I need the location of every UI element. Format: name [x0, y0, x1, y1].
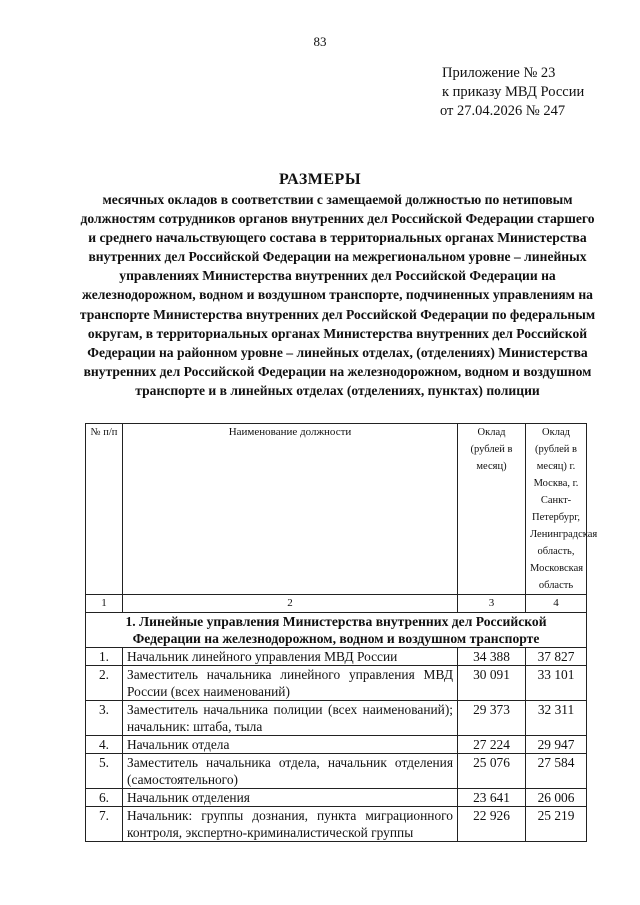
row-position-name: Начальник отдела — [123, 736, 458, 754]
row-num: 2. — [86, 666, 123, 701]
table-row — [86, 754, 587, 789]
row-salary: 27 224 — [458, 736, 526, 754]
header-salary: Оклад (рублей в месяц) — [458, 424, 526, 595]
row-num: 4. — [86, 736, 123, 754]
table-row — [86, 648, 587, 666]
row-salary-moscow: 29 947 — [526, 736, 587, 754]
table-row — [86, 736, 587, 754]
table-row — [86, 789, 587, 807]
row-salary-moscow: 33 101 — [526, 666, 587, 701]
row-num: 3. — [86, 701, 123, 736]
column-number: 2 — [123, 595, 458, 613]
header-position-name: Наименование должности — [123, 424, 458, 595]
row-position-name: Заместитель начальника полиции (всех наименований); начальник: штаба, тыла — [123, 701, 458, 736]
row-salary-moscow: 25 219 — [526, 807, 587, 842]
column-number: 1 — [86, 595, 123, 613]
page-number: 83 — [313, 34, 327, 49]
appendix-title: Приложение № 23 — [442, 65, 556, 81]
row-salary-moscow: 26 006 — [526, 789, 587, 807]
row-salary-moscow: 32 311 — [526, 701, 587, 736]
row-salary: 22 926 — [458, 807, 526, 842]
column-number-row — [86, 595, 587, 613]
document-subtitle: месячных окладов в соответствии с замещаемой должностью по нетиповым должностям сотрудников органов внутренних дел Российской Федерации старшего и среднего начальствующего состава в территориальных органах Министерства внутренних дел Российской Федерации на межрегиональном уровне – линейных управлениях Министерства внутренних дел Российской Федерации на железнодорожном, водном и воздушном транспорте, подчиненных управлениям на транспорте Министерства внутренних дел Российской Федерации по федеральным округам, в территориальных органах Министерства внутренних дел Российской Федерации на районном уровне – линейных отделах, (отделениях) Министерства внутренних дел Российской Федерации на железнодорожном, водном и воздушном транспорте и в линейных отделах (отделениях, пунктах) полиции — [79, 192, 596, 398]
row-position-name: Заместитель начальника отдела, начальник отделения (самостоятельного) — [123, 754, 458, 789]
appendix-order-date: от 27.04.2026 № 247 — [440, 103, 566, 119]
table-row — [86, 807, 587, 842]
row-position-name: Начальник: группы дознания, пункта миграционного контроля, экспертно-криминалистической группы — [123, 807, 458, 842]
appendix-block — [442, 64, 584, 121]
section-row — [86, 613, 587, 648]
header-salary-moscow: Оклад (рублей в месяц) г. Москва, г. Санкт-Петербург, Ленинградская область, Московская область — [526, 424, 587, 595]
column-number: 3 — [458, 595, 526, 613]
row-position-name: Заместитель начальника линейного управления МВД России (всех наименований) — [123, 666, 458, 701]
document-title: РАЗМЕРЫ — [278, 171, 362, 188]
row-num: 5. — [86, 754, 123, 789]
row-num: 6. — [86, 789, 123, 807]
table-row — [86, 666, 587, 701]
section-title: 1. Линейные управления Министерства внутренних дел Российской Федерации на железнодорожном, водном и воздушном транспорте — [86, 613, 587, 648]
row-position-name: Начальник линейного управления МВД России — [123, 648, 458, 666]
row-position-name: Начальник отделения — [123, 789, 458, 807]
row-num: 7. — [86, 807, 123, 842]
row-salary: 34 388 — [458, 648, 526, 666]
row-salary: 25 076 — [458, 754, 526, 789]
row-salary: 29 373 — [458, 701, 526, 736]
table-header-row — [86, 424, 587, 595]
row-salary-moscow: 37 827 — [526, 648, 587, 666]
salary-table — [85, 423, 598, 842]
row-num: 1. — [86, 648, 123, 666]
header-num: № п/п — [86, 424, 123, 595]
row-salary: 30 091 — [458, 666, 526, 701]
appendix-order-ref: к приказу МВД России — [442, 84, 585, 100]
row-salary-moscow: 27 584 — [526, 754, 587, 789]
table-row — [86, 701, 587, 736]
column-number: 4 — [526, 595, 587, 613]
row-salary: 23 641 — [458, 789, 526, 807]
